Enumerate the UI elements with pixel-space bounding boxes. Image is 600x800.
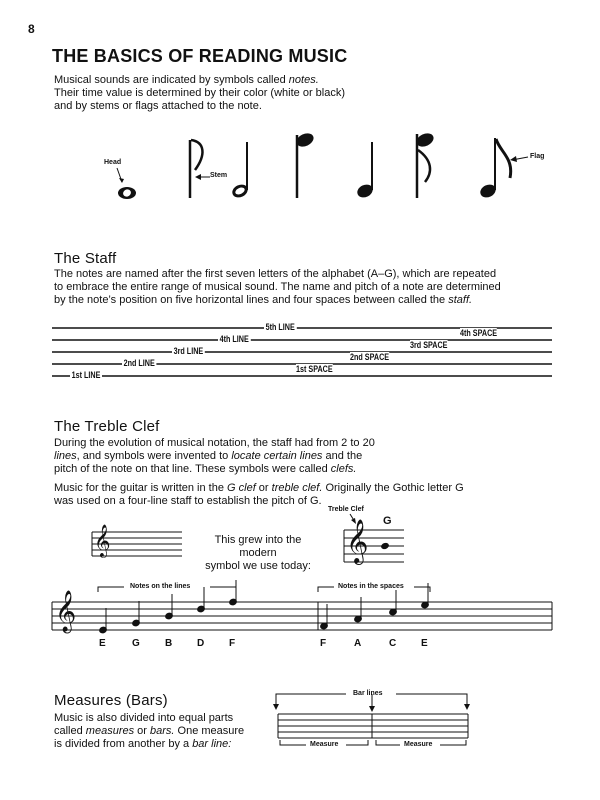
page-number: 8	[28, 22, 35, 36]
staff-em: staff.	[448, 294, 473, 306]
treble-em-clefs: clefs.	[330, 463, 357, 475]
measure-label-2: Measure	[404, 741, 433, 748]
space1-label: 1st SPACE	[296, 364, 333, 374]
treble-clef-label: Treble Clef	[328, 506, 364, 513]
treble-text: , and symbols were invented to	[76, 450, 232, 462]
measures-text: or	[134, 725, 150, 737]
treble-p2-l2: was used on a four-line staff to establish the pitch of G.	[54, 495, 322, 507]
space4-label: 4th SPACE	[460, 328, 498, 338]
line5-label: 5th LINE	[265, 322, 295, 332]
intro-em: notes.	[288, 74, 319, 86]
grew-line2: symbol we use today:	[205, 560, 311, 572]
measures-em: bar line:	[192, 738, 232, 750]
page-title: THE BASICS OF READING MUSIC	[52, 46, 348, 66]
treble-em-locate: locate certain lines	[231, 450, 323, 462]
treble-text: pitch of the note on that line. These symbols were called	[54, 463, 331, 475]
measures-text: called	[54, 725, 86, 737]
staff-line3: by the note’s position on five horizontal lines and four spaces between called the	[54, 294, 449, 306]
intro-line3: and by stems or flags attached to the note.	[54, 100, 262, 112]
treble-text: and the	[322, 450, 363, 462]
note-letter: A	[354, 638, 362, 649]
measures-em: bars.	[150, 725, 175, 737]
measures-em: measures	[85, 725, 135, 737]
treble-heading: The Treble Clef	[54, 418, 160, 435]
treble-em-lines: lines	[54, 450, 77, 462]
measures-text: One measure	[174, 725, 245, 737]
treble-clef-staff-icon: 𝄞	[55, 591, 77, 632]
treble-text: or	[255, 482, 272, 494]
line4-label: 4th LINE	[219, 334, 249, 344]
flag-label: Flag	[530, 153, 545, 160]
intro-text: Musical sounds are indicated by symbols called	[54, 74, 289, 86]
grew-line1: This grew into the modern	[214, 534, 302, 559]
note-letter: B	[165, 638, 173, 649]
staff-line1: The notes are named after the first seven letters of the alphabet (A–G), which are repeated	[54, 268, 497, 280]
staff-heading: The Staff	[54, 250, 117, 267]
measures-text: is divided from another by a	[54, 738, 193, 750]
space2-label: 2nd SPACE	[350, 352, 390, 362]
treble-em-trebleclef: treble clef.	[271, 482, 323, 494]
line1-label: 1st LINE	[71, 370, 101, 380]
measures-heading: Measures (Bars)	[54, 692, 168, 709]
bar-lines-label: Bar lines	[353, 690, 383, 697]
space3-label: 3rd SPACE	[410, 340, 448, 350]
line2-label: 2nd LINE	[123, 358, 155, 368]
note-letter: D	[197, 638, 205, 649]
staff-line2: to embrace the entire range of musical sound. The name and pitch of a note are determined	[54, 281, 501, 293]
note-letter: G	[132, 638, 140, 649]
treble-p1-l1: During the evolution of musical notation, the staff had from 2 to 20	[54, 437, 375, 449]
measures-l1: Music is also divided into equal parts	[54, 712, 234, 724]
stem-label: Stem	[210, 172, 228, 179]
note-letter: F	[320, 638, 327, 649]
head-label: Head	[104, 159, 122, 166]
treble-clef-small-icon: 𝄞	[94, 524, 111, 557]
treble-text: Music for the guitar is written in the	[54, 482, 228, 494]
notes-on-lines-label: Notes on the lines	[130, 583, 191, 590]
intro-line2: Their time value is determined by their color (white or black)	[54, 87, 346, 99]
notes-in-spaces-label: Notes in the spaces	[338, 583, 404, 590]
measure-label-1: Measure	[310, 741, 339, 748]
treble-em-gclef: G clef	[227, 482, 256, 494]
note-letter: E	[421, 638, 428, 649]
note-letter: C	[389, 638, 397, 649]
line3-label: 3rd LINE	[173, 346, 204, 356]
g-label: G	[383, 515, 392, 527]
note-letter: F	[229, 638, 236, 649]
note-letter: E	[99, 638, 106, 649]
treble-clef-icon: 𝄞	[346, 519, 369, 563]
treble-text: Originally the Gothic letter G	[322, 482, 464, 494]
